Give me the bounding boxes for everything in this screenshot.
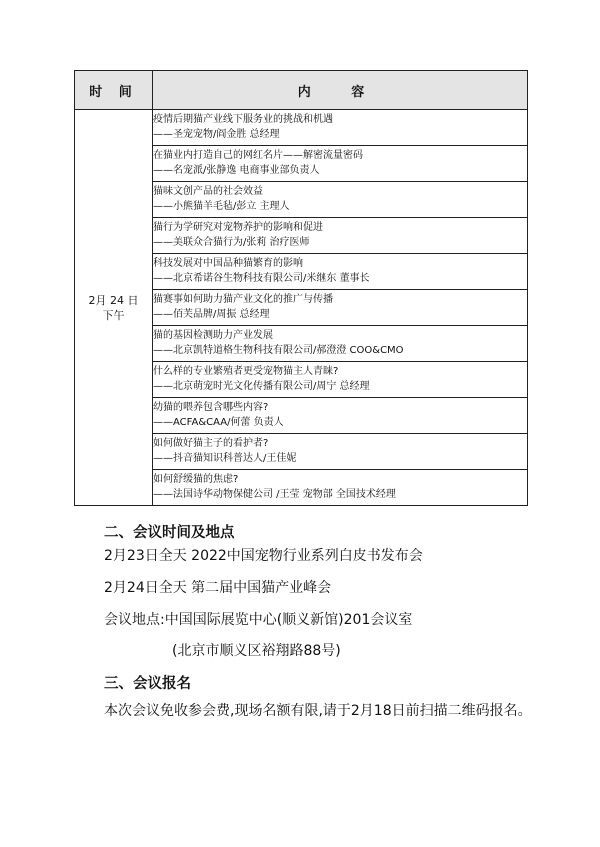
topic-title: 幼猫的喂养包含哪些内容? bbox=[153, 402, 269, 413]
topic-cell bbox=[153, 110, 528, 146]
period-text: 下午 bbox=[102, 308, 125, 322]
topic-cell bbox=[153, 146, 528, 182]
topic-title: 猫的基因检测助力产业发展 bbox=[153, 330, 273, 341]
section-heading-time-location: 二、会议时间及地点 bbox=[104, 525, 235, 541]
topic-cell bbox=[153, 362, 528, 398]
topic-title: 疫情后期猫产业线下服务业的挑战和机遇 bbox=[153, 114, 333, 125]
topic-cell bbox=[153, 254, 528, 290]
venue-line: 会议地点:中国国际展览中心(顺义新馆)201会议室 bbox=[104, 612, 413, 628]
topic-title: 猫行为学研究对宠物养护的影响和促进 bbox=[153, 222, 323, 233]
header-time: 时 间 bbox=[75, 71, 153, 110]
topic-title: 科技发展对中国品种猫繁育的影响 bbox=[153, 258, 303, 269]
topic-title: 猫赛事如何助力猫产业文化的推广与传播 bbox=[153, 294, 333, 305]
topic-cell bbox=[153, 326, 528, 362]
date-text: 2月 24 日 bbox=[88, 293, 139, 307]
topic-cell bbox=[153, 398, 528, 434]
topic-speaker: ——佰芙品牌/周振 总经理 bbox=[153, 308, 270, 320]
topic-cell bbox=[153, 290, 528, 326]
schedule-line-feb24: 2月24日全天 第二届中国猫产业峰会 bbox=[104, 580, 332, 596]
topic-cell bbox=[153, 434, 528, 470]
topic-speaker: ——北京凯特道格生物科技有限公司/郝澄澄 COO&CMO bbox=[153, 344, 404, 356]
topic-title: 在猫业内打造自己的网红名片——解密流量密码 bbox=[153, 150, 363, 161]
topic-title: 猫味文创产品的社会效益 bbox=[153, 186, 263, 197]
table-header-row bbox=[75, 71, 528, 110]
venue-address: (北京市顺义区裕翔路88号) bbox=[172, 643, 341, 659]
topic-speaker: ——名宠派/张静逸 电商事业部负责人 bbox=[153, 164, 320, 176]
topic-speaker: ——美联众合猫行为/张莉 治疗医师 bbox=[153, 236, 310, 248]
schedule-line-feb23: 2月23日全天 2022中国宠物行业系列白皮书发布会 bbox=[104, 548, 423, 564]
topic-speaker: ——北京萌宠时光文化传播有限公司/周宁 总经理 bbox=[153, 380, 370, 392]
registration-paragraph: 本次会议免收参会费,现场名额有限,请于2月18日前扫描二维码报名。 bbox=[104, 703, 532, 719]
topic-speaker: ——ACFA&CAA/何蕾 负责人 bbox=[153, 416, 284, 428]
topic-speaker: ——法国诗华动物保健公司 /王莹 宠物部 全国技术经理 bbox=[153, 488, 396, 500]
header-content: 内 容 bbox=[153, 71, 528, 110]
topic-cell bbox=[153, 218, 528, 254]
topic-title: 如何舒缓猫的焦虑? bbox=[153, 474, 239, 485]
section-heading-registration: 三、会议报名 bbox=[104, 676, 191, 692]
topic-speaker: ——北京希诺谷生物科技有限公司/米继东 董事长 bbox=[153, 272, 370, 284]
topic-cell bbox=[153, 470, 528, 506]
topic-cell bbox=[153, 182, 528, 218]
topic-speaker: ——小熊猫羊毛毡/彭立 主理人 bbox=[153, 200, 290, 212]
topic-title: 如何做好猫主子的看护者? bbox=[153, 438, 269, 449]
topic-speaker: ——抖音猫知识科普达人/王佳妮 bbox=[153, 452, 297, 464]
topic-title: 什么样的专业繁殖者更受宠物猫主人青睐? bbox=[153, 366, 339, 377]
date-cell bbox=[75, 110, 153, 506]
table-row bbox=[75, 110, 528, 146]
topic-speaker: ——圣宠宠物/阎金胜 总经理 bbox=[153, 128, 280, 140]
agenda-table bbox=[74, 70, 528, 506]
